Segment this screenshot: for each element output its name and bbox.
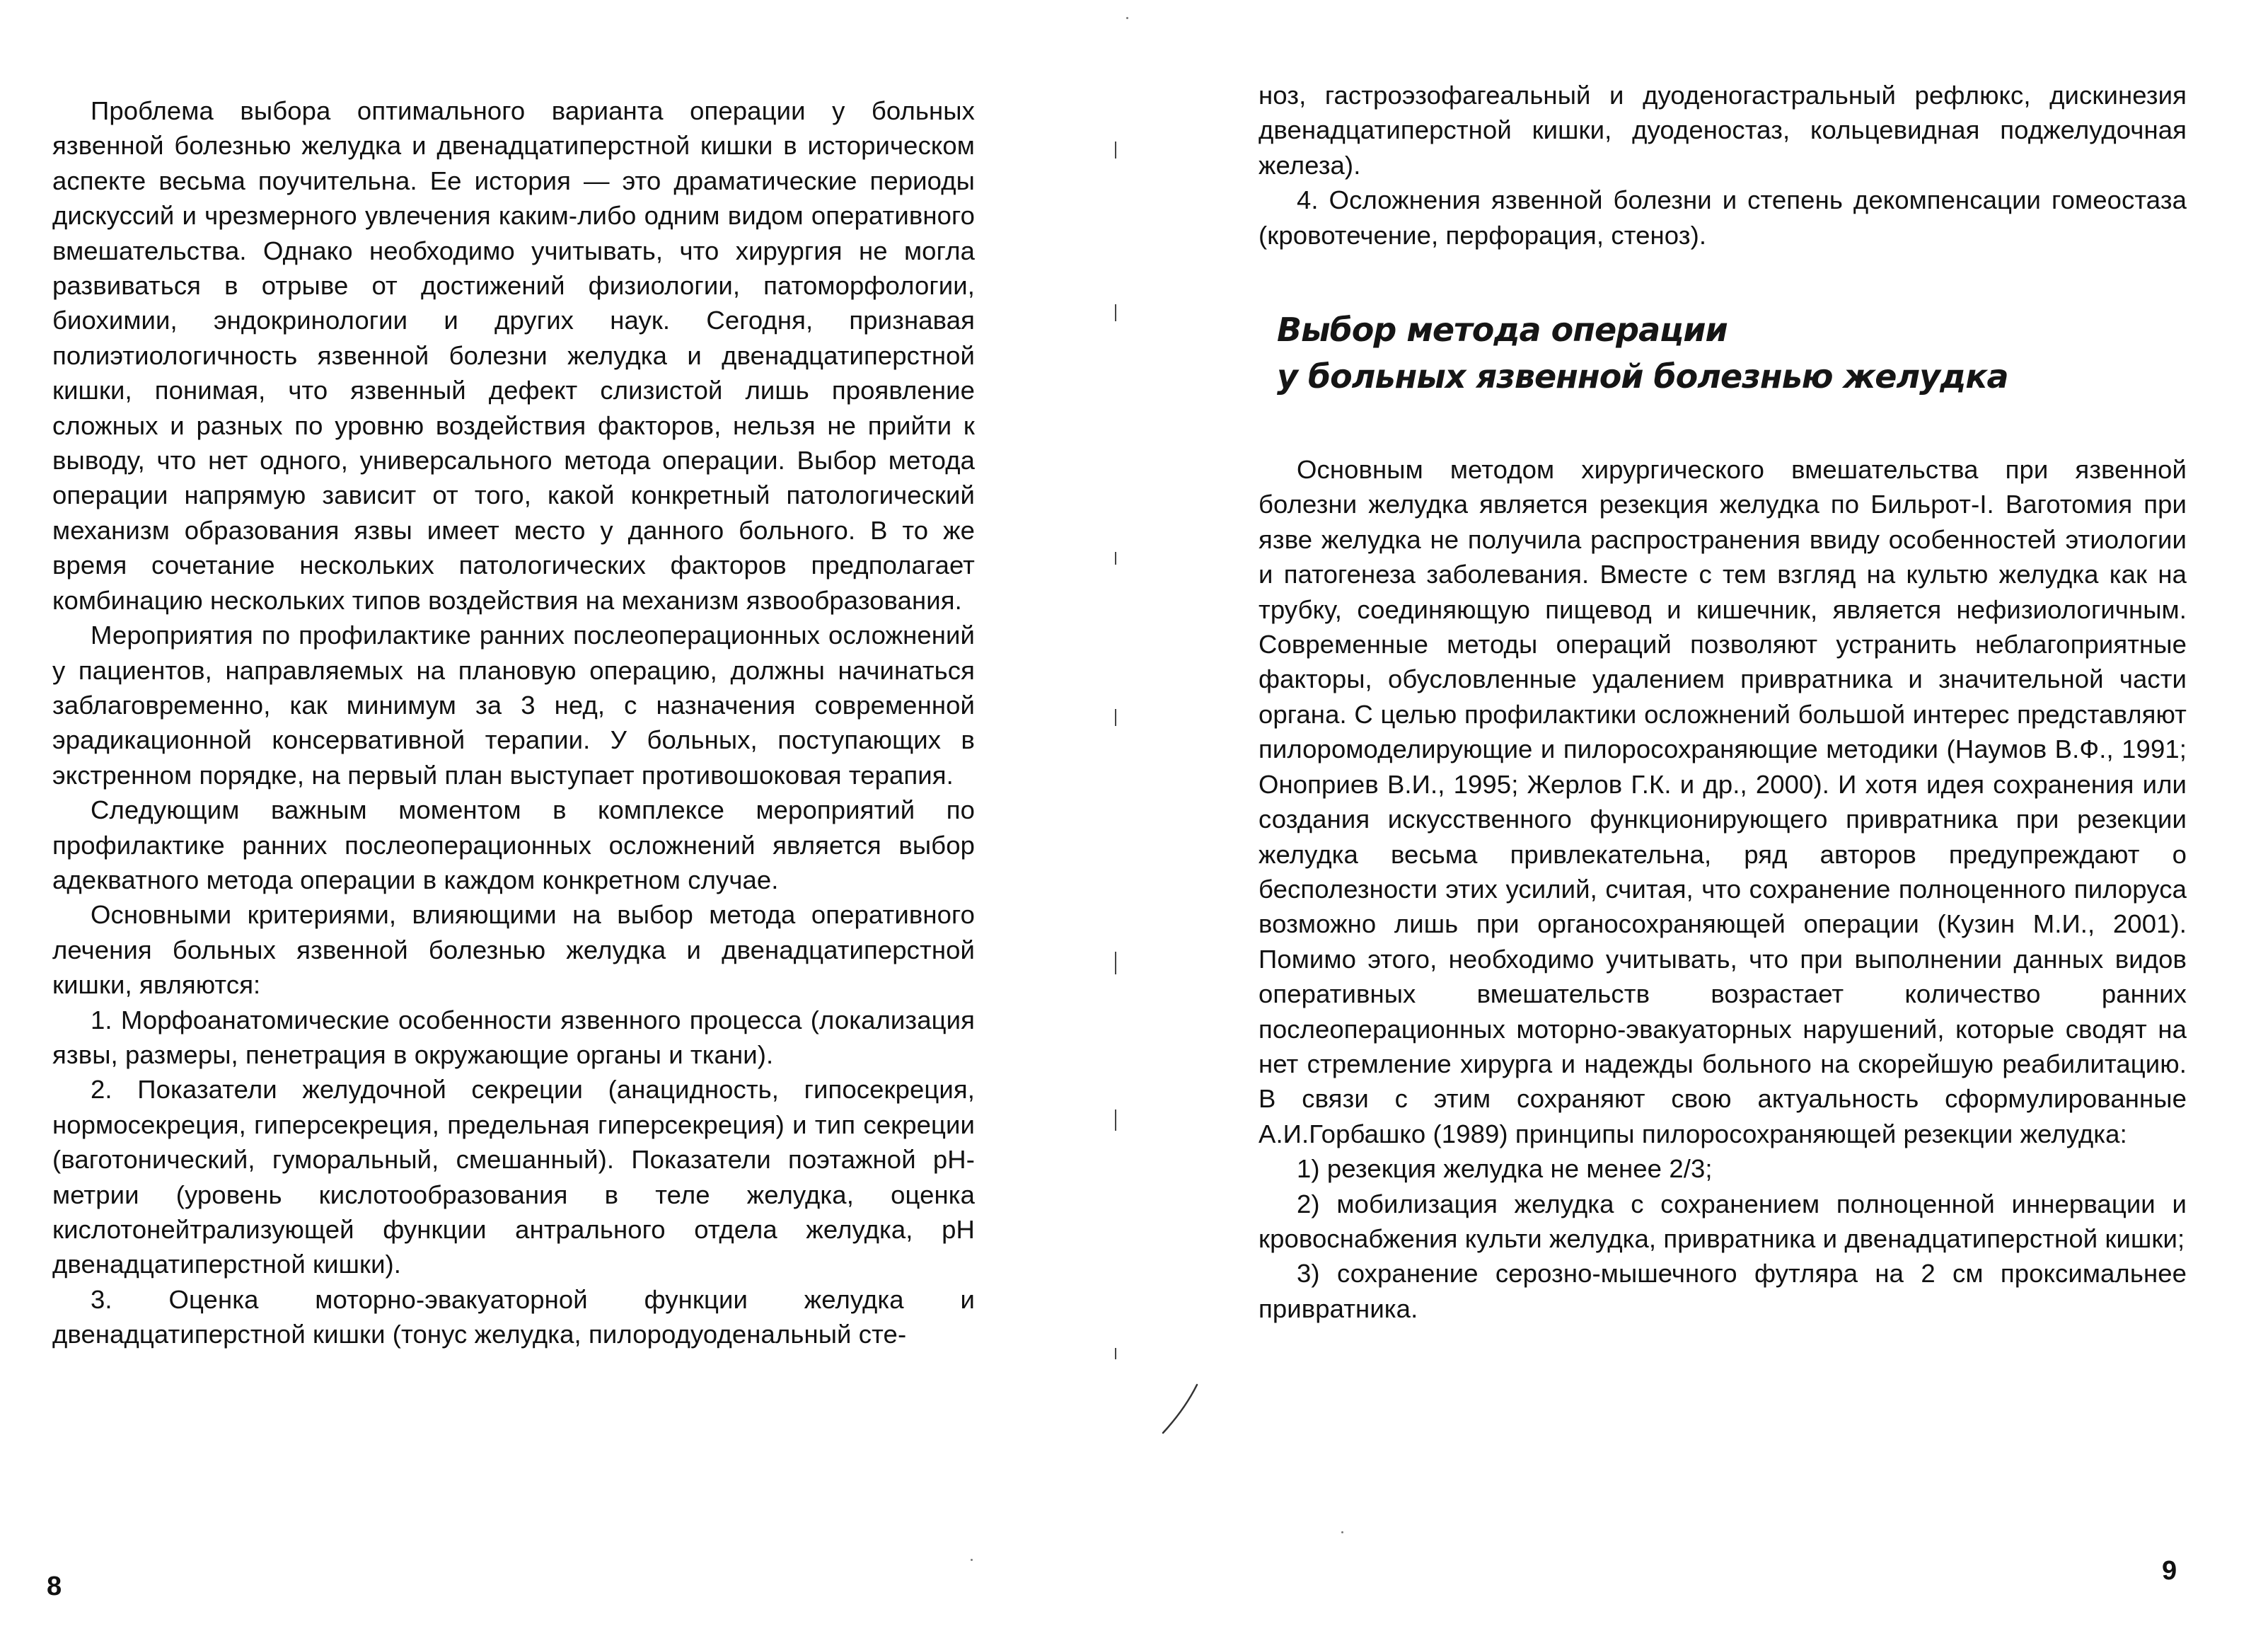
gutter-mark — [1115, 1348, 1116, 1359]
paragraph-history: Проблема выбора оптимального варианта операции у больных язвенной болезнью желудка и двенадцатиперстной кишки в историческом аспекте весьма поучительна. Ее история — это драматические периоды дискуссий и чрезмерного увлечения каким-либо одним видом оперативного вмешательства. Однако необходимо учитывать, что хирургия не могла развиваться в отрыве от достижений физиологии, патоморфологии, биохимии, эндокринологии и других наук. Сегодня, признавая полиэтиологичность язвенной болезни желудка и двенадцатиперстной кишки, понимая, что язвенный дефект слизистой лишь проявление сложных и разных по уровню воздействия факторов, нельзя не прийти к выводу, что нет одного, универсального метода операции. Выбор метода операции напрямую зависит от того, какой конкретный патологический механизм образования язвы имеет место у данного больного. В то же время сочетание нескольких патологических факторов предполагает комбинацию нескольких типов воздействия на механизм язвообразования. — [52, 96, 975, 615]
criteria-item-3-continuation: ноз, гастроэзофагеальный и дуоденогастральный рефлюкс, дискинезия двенадцатиперстной кишки, дуоденостаз, кольцевидная поджелудочная железа). — [1259, 81, 2187, 180]
gutter-mark — [1115, 142, 1116, 159]
paragraph-method-choice: Следующим важным моментом в комплексе мероприятий по профилактике ранних послеоперационных осложнений является выбор адекватного метода операции в каждом конкретном случае. — [52, 795, 975, 894]
criteria-item-1: 1. Морфоанатомические особенности язвенного процесса (локализация язвы, размеры, пенетрация в окружающие органы и ткани). — [52, 1005, 975, 1069]
principle-item-3: 3) сохранение серозно-мышечного футляра на 2 см проксимальнее привратника. — [1259, 1259, 2187, 1323]
criteria-item-2: 2. Показатели желудочной секреции (анацидность, гипосекреция, нормосекреция, гиперсекреция, предельная гиперсекреция) и тип секреции (ваготонический, гуморальный, смешанный). Показатели поэтажной pH-метрии (уровень кислотообразования в теле желудка, оценка кислотонейтрализующей функции антрального отдела желудка, pH двенадцатиперстной кишки). — [52, 1075, 975, 1279]
right-text-column — [1259, 78, 2187, 1326]
left-page — [0, 0, 1132, 1631]
criteria-item-4: 4. Осложнения язвенной болезни и степень декомпенсации гомеостаза (кровотечение, перфорация, стеноз). — [1259, 185, 2187, 250]
paragraph-prevention: Мероприятия по профилактике ранних послеоперационных осложнений у пациентов, направляемых на плановую операцию, должны начинаться заблаговременно, как минимум за 3 нед, с назначения современной эрадикационной консервативной терапии. У больных, поступающих в экстренном порядке, на первый план выступает противошоковая терапия. — [52, 621, 975, 790]
gutter-mark — [1115, 709, 1116, 726]
page-number-left: 8 — [47, 1572, 62, 1601]
paragraph-criteria-intro: Основными критериями, влияющими на выбор метода оперативного лечения больных язвенной болезнью желудка и двенадцатиперстной кишки, являются: — [52, 900, 975, 1000]
scan-speck — [971, 1559, 973, 1561]
gutter-mark — [1115, 1110, 1116, 1131]
section-heading-line-2: у больных язвенной болезнью желудка — [1277, 357, 2008, 396]
gutter-mark — [1115, 952, 1116, 974]
scan-speck — [1341, 1531, 1343, 1533]
scan-scratch — [1160, 1383, 1200, 1434]
criteria-item-3: 3. Оценка моторно-эвакуаторной функции желудка и двенадцатиперстной кишки (тонус желудка, пилородуоденальный сте- — [52, 1284, 975, 1349]
left-text-column — [52, 93, 975, 1352]
principle-item-2: 2) мобилизация желудка с сохранением полноценной иннервации и кровоснабжения культи желудка, привратника и двенадцатиперстной кишки; — [1259, 1189, 2187, 1253]
gutter-mark — [1115, 304, 1116, 321]
gutter-mark — [1115, 552, 1116, 565]
paragraph-main-method: Основным методом хирургического вмешательства при язвенной болезни желудка является резекция желудка по Бильрот-I. Ваготомия при язве желудка не получила распространения ввиду особенностей этиологии и патогенеза заболевания. Вместе с тем взгляд на культю желудка как на трубку, соединяющую пищевод и кишечник, является нефизиологичным. Современные методы операций позволяют устранить неблагоприятные факторы, обусловленные удалением привратника и значительной части органа. С целью профилактики осложнений большой интерес представляют пилоромоделирующие и пилоросохраняющие методики (Наумов В.Ф., 1991; Оноприев В.И., 1995; Жерлов Г.К. и др., 2000). И хотя идея сохранения или создания искусственного функционирующего привратника при резекции желудка весьма привлекательна, ряд авторов предупреждают о бесполезности этих усилий, считая, что сохранение полноценного пилоруса возможно лишь при органосохраняющей операции (Кузин М.И., 2001). Помимо этого, необходимо учитывать, что при выполнении данных видов оперативных вмешательств возрастает количество ранних послеоперационных моторно-эвакуаторных нарушений, которые сводят на нет стремление хирурга и надежды больного на скорейшую реабилитацию. В связи с этим сохраняют свою актуальность сформулированные А.И.Горбашко (1989) принципы пилоросохраняющей резекции желудка: — [1259, 455, 2187, 1148]
section-heading-line-1: Выбор метода операции — [1277, 311, 1728, 350]
section-heading — [1259, 306, 2187, 400]
principle-item-1: 1) резекция желудка не менее 2/3; — [1297, 1154, 1713, 1184]
page-number-right: 9 — [2162, 1556, 2177, 1586]
scan-speck — [1126, 17, 1128, 19]
right-page — [1132, 0, 2268, 1631]
